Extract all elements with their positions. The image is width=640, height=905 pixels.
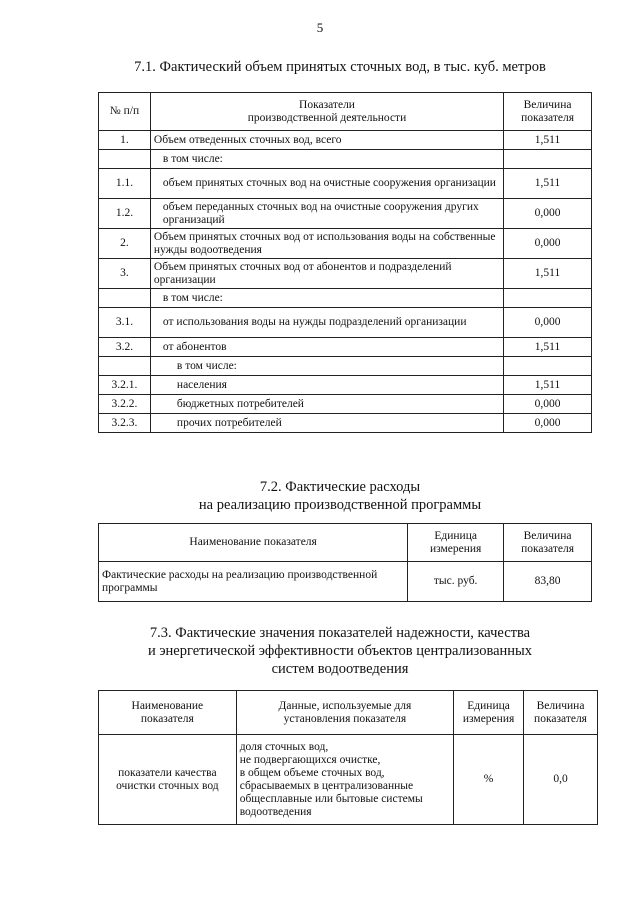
row-number: 3.2.3. (99, 414, 151, 433)
row-number: 1. (99, 131, 151, 150)
row-label: от использования воды на нужды подразделений организации (150, 308, 503, 338)
row-value: 1,511 (504, 169, 592, 199)
quality-unit: % (454, 735, 524, 825)
header-number: № п/п (99, 93, 151, 131)
table-row (99, 229, 592, 259)
row-label: бюджетных потребителей (150, 395, 503, 414)
table-row (99, 735, 598, 825)
row-number: 1.1. (99, 169, 151, 199)
row-number: 3.1. (99, 308, 151, 338)
expense-value: 83,80 (504, 562, 592, 602)
row-number (99, 150, 151, 169)
row-label: Объем принятых сточных вод от использования воды на собственные нужды водоотведения (150, 229, 503, 259)
header-indicator-name: Наименование показателя (99, 524, 408, 562)
table-row (99, 308, 592, 338)
row-value (504, 289, 592, 308)
row-label: объем переданных сточных вод на очистные сооружения других организаций (150, 199, 503, 229)
table-wastewater-body (99, 131, 592, 433)
section-7-3-title-line2: и энергетической эффективности объектов централизованных (147, 643, 533, 659)
row-label: от абонентов (150, 338, 503, 357)
row-value: 0,000 (504, 229, 592, 259)
section-7-3-title (60, 624, 620, 678)
row-number: 1.2. (99, 199, 151, 229)
table-quality-indicators (98, 690, 598, 825)
table-row (99, 414, 592, 433)
table-row (99, 562, 592, 602)
expense-unit: тыс. руб. (408, 562, 504, 602)
table-row (99, 338, 592, 357)
row-number: 3.2. (99, 338, 151, 357)
header-unit: Единица измерения (454, 691, 524, 735)
header-value: Величина показателя (504, 93, 592, 131)
row-label: в том числе: (150, 150, 503, 169)
row-value: 0,000 (504, 414, 592, 433)
header-indicator-name: Наименование показателя (99, 691, 237, 735)
header-unit: Единица измерения (408, 524, 504, 562)
quality-value: 0,0 (524, 735, 598, 825)
row-number (99, 357, 151, 376)
table-row (99, 376, 592, 395)
row-value: 1,511 (504, 131, 592, 150)
table-row (99, 395, 592, 414)
row-number: 3.2.1. (99, 376, 151, 395)
row-value: 0,000 (504, 199, 592, 229)
table-row (99, 169, 592, 199)
row-value (504, 357, 592, 376)
row-label: населения (150, 376, 503, 395)
row-number: 3.2.2. (99, 395, 151, 414)
section-7-3-title-line1: 7.3. Фактические значения показателей надежности, качества (149, 625, 531, 641)
header-value: Величина показателя (504, 524, 592, 562)
row-value: 0,000 (504, 395, 592, 414)
table-row (99, 357, 592, 376)
quality-data: доля сточных вод, не подвергающихся очистке, в общем объеме сточных вод, сбрасываемых в централизованные общесплавные или бытовые системы водоотведения (236, 735, 453, 825)
row-value: 1,511 (504, 338, 592, 357)
row-label: объем принятых сточных вод на очистные сооружения организации (150, 169, 503, 199)
table-row (99, 259, 592, 289)
section-7-2-title (60, 478, 620, 514)
page-number: 5 (316, 20, 324, 35)
header-value: Величина показателя (524, 691, 598, 735)
table-row (99, 289, 592, 308)
table-row (99, 131, 592, 150)
row-value: 0,000 (504, 308, 592, 338)
row-number: 2. (99, 229, 151, 259)
row-number (99, 289, 151, 308)
expense-label: Фактические расходы на реализацию производственной программы (99, 562, 408, 602)
row-value: 1,511 (504, 259, 592, 289)
table-row (99, 150, 592, 169)
row-number: 3. (99, 259, 151, 289)
row-label: в том числе: (150, 289, 503, 308)
quality-label: показатели качества очистки сточных вод (99, 735, 237, 825)
row-label: в том числе: (150, 357, 503, 376)
header-data-used: Данные, используемые для установления показателя (236, 691, 453, 735)
row-label: Объем отведенных сточных вод, всего (150, 131, 503, 150)
section-7-3-title-line3: систем водоотведения (271, 661, 409, 677)
header-indicators: Показатели производственной деятельности (150, 93, 503, 131)
section-7-2-title-line2: на реализацию производственной программы (198, 497, 482, 513)
section-7-2-title-line1: 7.2. Фактические расходы (259, 479, 421, 495)
row-value: 1,511 (504, 376, 592, 395)
row-label: прочих потребителей (150, 414, 503, 433)
row-label: Объем принятых сточных вод от абонентов и подразделений организации (150, 259, 503, 289)
table-row (99, 199, 592, 229)
table-wastewater-volume (98, 92, 592, 433)
row-value (504, 150, 592, 169)
section-7-1-title: 7.1. Фактический объем принятых сточных вод, в тыс. куб. метров (134, 59, 546, 75)
table-actual-expenses (98, 523, 592, 602)
